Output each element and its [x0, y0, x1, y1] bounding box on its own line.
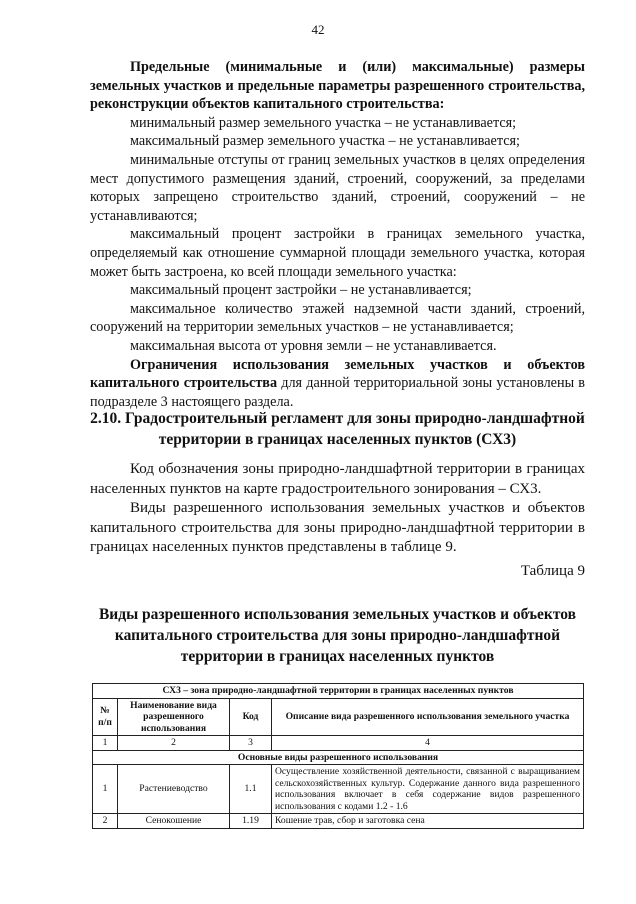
section-heading: 2.10. Градостроительный регламент для зоны природно-ландшафтной территории в границах населенных пунктов (СХ3)	[90, 410, 585, 448]
row-code: 1.19	[230, 814, 272, 829]
restriction-rest: для данной территориальной зоны установлены в подразделе 3 настоящего раздела.	[90, 375, 585, 410]
restriction-paragraph	[90, 356, 585, 412]
row-desc: Кошение трав, сбор и заготовка сена	[272, 814, 584, 829]
limit-item-1: минимальный размер земельного участка – не устанавливается;	[130, 114, 517, 131]
table-title: Виды разрешенного использования земельных участков и объектов капитального строительства для зоны природно-ландшафтной территории в границах населенных пунктов	[98, 606, 577, 665]
col-header-num: № п/п	[93, 698, 118, 736]
group-header-row	[93, 750, 584, 765]
col-number: 4	[272, 736, 584, 751]
limit-item-3: минимальные отступы от границ земельных участков в целях определения мест допустимого размещения зданий, строений, сооружений, за пределами которых запрещено строительство зданий, строений, сооружений – не устанавливаются;	[90, 151, 585, 224]
limit-item-2: максимальный размер земельного участка – не устанавливается;	[130, 133, 520, 150]
table-intro-paragraph: Виды разрешенного использования земельных участков и объектов капитального строительства для зоны природно-ландшафтной территории в границах населенных пунктов представлены в таблице 9.	[90, 500, 585, 555]
row-num: 1	[93, 765, 118, 814]
table-row	[93, 814, 584, 829]
group-header: Основные виды разрешенного использования	[93, 750, 584, 765]
limits-heading: Предельные (минимальные и (или) максимальные) размеры земельных участков и предельные параметры разрешенного строительства, реконструкции объектов капитального строительства:	[90, 59, 585, 113]
row-num: 2	[93, 814, 118, 829]
uses-table	[92, 683, 584, 829]
limit-item-7: максимальная высота от уровня земли – не устанавливается.	[130, 337, 497, 354]
restriction-bold: Ограничения использования земельных участков и объектов капитального строительства	[90, 356, 585, 392]
row-code: 1.1	[230, 765, 272, 814]
zone-code-paragraph: Код обозначения зоны природно-ландшафтной территории в границах населенных пунктов на карте градостроительного зонирования – СХ3.	[90, 461, 585, 497]
row-name: Сенокошение	[118, 814, 230, 829]
row-desc: Осуществление хозяйственной деятельности, связанной с выращиванием сельскохозяйственных культур. Содержание данного вида разрешенного использования включает в себя содержание видов разрешенного использования с кодами 1.2 - 1.6	[272, 765, 584, 814]
limit-item-4: максимальный процент застройки в границах земельного участка, определяемый как отношение суммарной площади земельного участка, которая может быть застроена, ко всей площади земельного участка:	[90, 226, 585, 280]
row-name: Растениеводство	[118, 765, 230, 814]
limit-item-6: максимальное количество этажей надземной части зданий, строений, сооружений на территории земельных участков – не устанавливается;	[90, 300, 585, 336]
zone-header-row	[93, 684, 584, 699]
col-header-code: Код	[230, 698, 272, 736]
section1-block	[90, 58, 585, 411]
page-number: 42	[311, 22, 325, 37]
table-label: Таблица 9	[520, 562, 585, 579]
table-row	[93, 765, 584, 814]
section2-block	[90, 460, 585, 581]
limit-item-5: максимальный процент застройки – не устанавливается;	[130, 282, 472, 299]
col-header-desc: Описание вида разрешенного использования земельного участка	[272, 698, 584, 736]
col-number: 1	[93, 736, 118, 751]
col-number: 3	[230, 736, 272, 751]
col-number: 2	[118, 736, 230, 751]
column-number-row	[93, 736, 584, 751]
col-header-name: Наименование вида разрешенного использования	[118, 698, 230, 736]
zone-header: СХ3 – зона природно-ландшафтной территории в границах населенных пунктов	[93, 684, 584, 699]
column-header-row	[93, 698, 584, 736]
